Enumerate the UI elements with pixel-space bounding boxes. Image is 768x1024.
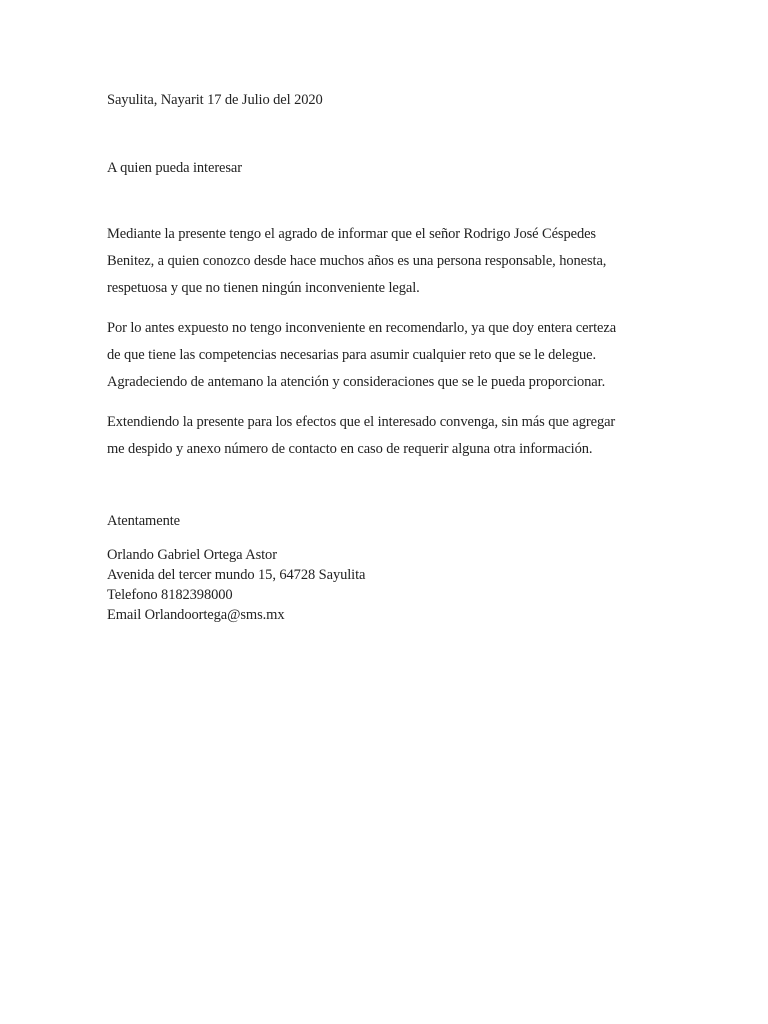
paragraph-line: Extendiendo la presente para los efectos que el interesado convenga, sin más que agregar [107, 414, 616, 430]
paragraph-line: respetuosa y que no tienen ningún inconveniente legal. [107, 280, 420, 296]
paragraph-line: Benitez, a quien conozco desde hace muchos años es una persona responsable, honesta, [107, 253, 607, 269]
closing: Atentamente [107, 513, 180, 529]
greeting: A quien pueda interesar [107, 160, 242, 176]
paragraph-line: me despido y anexo número de contacto en caso de requerir alguna otra información. [107, 441, 593, 457]
signature-email: Email Orlandoortega@sms.mx [107, 607, 285, 623]
paragraph-line: Por lo antes expuesto no tengo inconveniente en recomendarlo, ya que doy entera certeza [107, 320, 617, 336]
paragraph-line: Agradeciendo de antemano la atención y consideraciones que se le pueda proporcionar. [107, 374, 606, 390]
signature-address: Avenida del tercer mundo 15, 64728 Sayulita [107, 567, 366, 583]
paragraph-line: Mediante la presente tengo el agrado de informar que el señor Rodrigo José Céspedes [107, 226, 596, 242]
paragraph-line: de que tiene las competencias necesarias para asumir cualquier reto que se le delegue. [107, 347, 597, 363]
signature-phone: Telefono 8182398000 [107, 587, 233, 603]
signature-name: Orlando Gabriel Ortega Astor [107, 547, 277, 563]
place-date: Sayulita, Nayarit 17 de Julio del 2020 [107, 92, 323, 108]
